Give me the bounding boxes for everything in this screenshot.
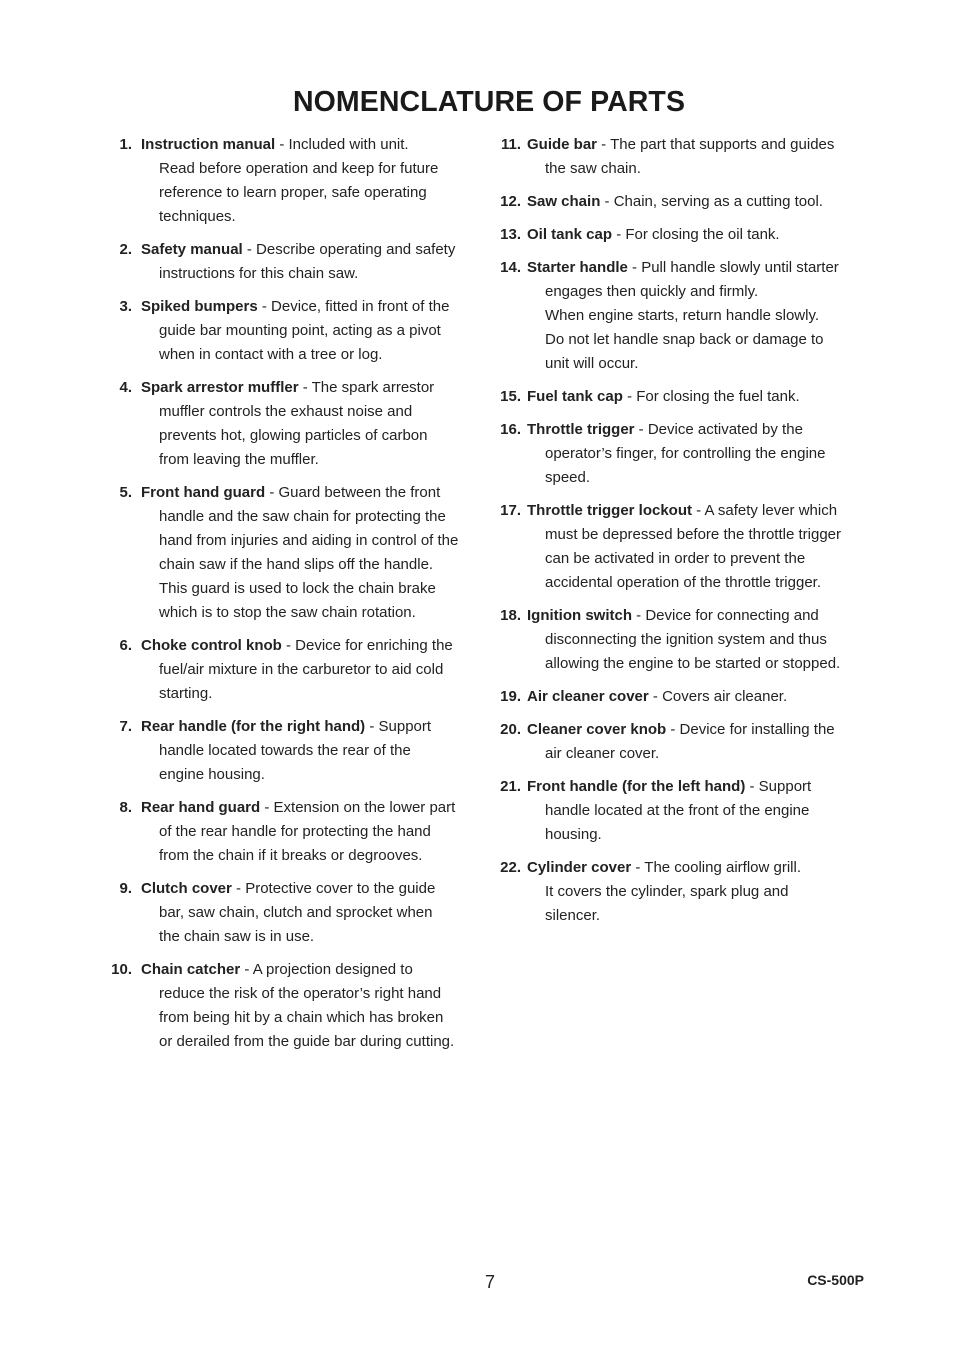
part-definition-start: - Pull handle slowly until starter — [627, 259, 839, 276]
part-definition-line: When engine starts, return handle slowly. — [545, 307, 820, 324]
part-definition-line: from the chain if it breaks or degrooves. — [159, 847, 423, 864]
part-item — [498, 385, 870, 409]
part-definition-line: hand from injuries and aiding in control of the — [159, 532, 459, 549]
part-definition-line: accidental operation of the throttle trigger. — [545, 574, 822, 591]
part-description — [111, 796, 483, 868]
part-definition-start: - Device activated by the — [634, 421, 803, 438]
part-term: Cylinder cover — [527, 859, 632, 876]
part-heading-line — [527, 499, 870, 523]
parts-list-left — [111, 133, 483, 1063]
part-description — [498, 856, 870, 928]
part-description — [498, 256, 870, 376]
part-definition-line: engages then quickly and firmly. — [545, 283, 759, 300]
part-number: 11. — [500, 136, 521, 153]
part-heading-line — [527, 190, 870, 214]
part-heading-line — [141, 958, 483, 982]
part-number: 7. — [119, 718, 132, 735]
part-definition-line: It covers the cylinder, spark plug and — [545, 883, 789, 900]
part-definition-line: housing. — [545, 826, 602, 843]
part-item — [111, 481, 483, 625]
part-heading-line — [527, 256, 870, 280]
part-item — [498, 604, 870, 676]
part-definition-line: instructions for this chain saw. — [159, 265, 359, 282]
part-number: 18. — [500, 607, 521, 624]
part-number: 8. — [119, 799, 132, 816]
part-term: Spark arrestor muffler — [141, 379, 299, 396]
part-definition-line: can be activated in order to prevent the — [545, 550, 806, 567]
part-heading-line — [527, 718, 870, 742]
part-description — [111, 634, 483, 706]
part-term: Throttle trigger — [527, 421, 635, 438]
part-heading-line — [527, 604, 870, 628]
part-heading-line — [527, 856, 870, 880]
part-number: 17. — [500, 502, 521, 519]
part-definition-line: handle located towards the rear of the — [159, 742, 411, 759]
part-term: Cleaner cover knob — [527, 721, 667, 738]
part-heading-line — [527, 775, 870, 799]
part-definition-line: operator’s finger, for controlling the engine — [545, 445, 826, 462]
part-definition-line: bar, saw chain, clutch and sprocket when — [159, 904, 433, 921]
part-heading-line — [141, 238, 483, 262]
part-term: Front handle (for the left hand) — [527, 778, 746, 795]
part-heading-line — [141, 376, 483, 400]
part-definition-line: engine housing. — [159, 766, 265, 783]
part-definition-start: - Included with unit. — [275, 136, 409, 153]
part-description — [111, 715, 483, 787]
part-number: 15. — [500, 388, 521, 405]
part-description — [111, 376, 483, 472]
part-description — [498, 718, 870, 766]
part-description — [498, 190, 870, 214]
part-definition-line: handle located at the front of the engine — [545, 802, 810, 819]
part-definition-line: reduce the risk of the operator’s right hand — [159, 985, 442, 1002]
part-definition-line: fuel/air mixture in the carburetor to aid cold — [159, 661, 444, 678]
part-definition-line: the chain saw is in use. — [159, 928, 315, 945]
part-definition-start: - A safety lever which — [692, 502, 838, 519]
part-definition-start: - Covers air cleaner. — [648, 688, 788, 705]
part-description — [498, 223, 870, 247]
part-definition-start: - Extension on the lower part — [260, 799, 456, 816]
part-definition-line: air cleaner cover. — [545, 745, 660, 762]
part-number: 1. — [119, 136, 132, 153]
part-definition-line: prevents hot, glowing particles of carbon — [159, 427, 428, 444]
part-number: 16. — [500, 421, 521, 438]
part-item — [498, 856, 870, 928]
part-number: 12. — [500, 193, 521, 210]
part-number: 3. — [119, 298, 132, 315]
part-item — [111, 715, 483, 787]
part-number: 20. — [500, 721, 521, 738]
part-term: Oil tank cap — [527, 226, 613, 243]
part-definition-line: from leaving the muffler. — [159, 451, 319, 468]
part-definition-start: - A projection designed to — [240, 961, 413, 978]
part-definition-start: - Support — [745, 778, 812, 795]
page-title: NOMENCLATURE OF PARTS — [292, 86, 686, 118]
part-term: Clutch cover — [141, 880, 232, 897]
part-definition-start: - Guard between the front — [265, 484, 441, 501]
part-heading-line — [527, 133, 870, 157]
part-item — [111, 376, 483, 472]
part-term: Guide bar — [527, 136, 598, 153]
part-definition-line: when in contact with a tree or log. — [159, 346, 383, 363]
part-definition-line: of the rear handle for protecting the hand — [159, 823, 431, 840]
part-heading-line — [141, 133, 483, 157]
part-number: 22. — [500, 859, 521, 876]
part-heading-line — [527, 223, 870, 247]
part-item — [111, 238, 483, 286]
part-definition-start: - Device for installing the — [666, 721, 835, 738]
part-description — [498, 775, 870, 847]
part-definition-start: - The part that supports and guides — [597, 136, 835, 153]
part-term: Safety manual — [141, 241, 243, 258]
part-number: 21. — [500, 778, 521, 795]
part-definition-start: - Describe operating and safety — [242, 241, 456, 258]
part-definition-start: - Protective cover to the guide — [231, 880, 436, 897]
part-description — [111, 133, 483, 229]
part-item — [498, 256, 870, 376]
model-code: CS-500P — [807, 1272, 864, 1288]
part-heading-line — [141, 481, 483, 505]
part-definition-line: from being hit by a chain which has broken — [159, 1009, 444, 1026]
part-definition-line: must be depressed before the throttle trigger — [545, 526, 842, 543]
part-number: 19. — [500, 688, 521, 705]
part-item — [498, 418, 870, 490]
part-definition-start: - For closing the fuel tank. — [622, 388, 800, 405]
part-item — [498, 133, 870, 181]
part-definition-start: - Device for enriching the — [281, 637, 453, 654]
part-number: 14. — [500, 259, 521, 276]
part-description — [111, 238, 483, 286]
part-heading-line — [527, 685, 870, 709]
part-description — [498, 604, 870, 676]
part-definition-line: Do not let handle snap back or damage to — [545, 331, 824, 348]
part-item — [498, 775, 870, 847]
page-number: 7 — [484, 1272, 495, 1292]
part-definition-line: unit will occur. — [545, 355, 639, 372]
part-item — [498, 499, 870, 595]
part-definition-start: - Device, fitted in front of the — [257, 298, 450, 315]
part-term: Air cleaner cover — [527, 688, 649, 705]
part-definition-start: - The spark arrestor — [298, 379, 435, 396]
part-definition-line: handle and the saw chain for protecting the — [159, 508, 446, 525]
part-description — [498, 418, 870, 490]
part-item — [498, 223, 870, 247]
part-description — [111, 481, 483, 625]
part-term: Rear handle (for the right hand) — [141, 718, 366, 735]
part-term: Throttle trigger lockout — [527, 502, 692, 519]
part-definition-line: the saw chain. — [545, 160, 641, 177]
part-definition-start: - Chain, serving as a cutting tool. — [600, 193, 823, 210]
part-number: 4. — [119, 379, 132, 396]
part-term: Instruction manual — [141, 136, 276, 153]
part-definition-start: - For closing the oil tank. — [612, 226, 780, 243]
part-definition-line: muffler controls the exhaust noise and — [159, 403, 413, 420]
part-number: 6. — [119, 637, 132, 654]
part-item — [498, 718, 870, 766]
part-heading-line — [141, 796, 483, 820]
part-term: Spiked bumpers — [141, 298, 258, 315]
part-definition-line: starting. — [159, 685, 213, 702]
part-heading-line — [141, 634, 483, 658]
part-term: Front hand guard — [141, 484, 266, 501]
part-definition-line: reference to learn proper, safe operating — [159, 184, 427, 201]
parts-list-right — [498, 133, 870, 937]
part-heading-line — [141, 877, 483, 901]
part-definition-line: chain saw if the hand slips off the handle. — [159, 556, 434, 573]
part-number: 13. — [500, 226, 521, 243]
part-heading-line — [527, 418, 870, 442]
part-term: Saw chain — [527, 193, 601, 210]
part-definition-line: techniques. — [159, 208, 236, 225]
part-item — [498, 190, 870, 214]
part-definition-start: - Device for connecting and — [632, 607, 819, 624]
part-term: Ignition switch — [527, 607, 632, 624]
part-definition-start: - Support — [365, 718, 432, 735]
part-term: Rear hand guard — [141, 799, 261, 816]
part-definition-line: silencer. — [545, 907, 601, 924]
part-definition-line: Read before operation and keep for future — [159, 160, 439, 177]
part-definition-line: guide bar mounting point, acting as a pivot — [159, 322, 441, 339]
part-definition-line: speed. — [545, 469, 591, 486]
part-description — [498, 385, 870, 409]
part-description — [498, 499, 870, 595]
part-description — [111, 958, 483, 1054]
part-description — [111, 295, 483, 367]
part-heading-line — [141, 715, 483, 739]
part-item — [111, 796, 483, 868]
part-term: Starter handle — [527, 259, 628, 276]
part-definition-line: allowing the engine to be started or stopped. — [545, 655, 841, 672]
part-item — [111, 634, 483, 706]
part-definition-line: or derailed from the guide bar during cutting. — [159, 1033, 455, 1050]
part-heading-line — [141, 295, 483, 319]
part-definition-start: - The cooling airflow grill. — [631, 859, 802, 876]
part-number: 5. — [119, 484, 132, 501]
part-number: 10. — [111, 961, 132, 978]
part-definition-line: disconnecting the ignition system and thus — [545, 631, 827, 648]
part-term: Chain catcher — [141, 961, 241, 978]
part-description — [498, 133, 870, 181]
part-definition-line: This guard is used to lock the chain brake — [159, 580, 436, 597]
part-description — [498, 685, 870, 709]
part-item — [111, 295, 483, 367]
part-number: 2. — [119, 241, 132, 258]
part-description — [111, 877, 483, 949]
part-term: Choke control knob — [141, 637, 282, 654]
part-number: 9. — [119, 880, 132, 897]
part-item — [111, 877, 483, 949]
part-item — [111, 958, 483, 1054]
part-item — [498, 685, 870, 709]
part-heading-line — [527, 385, 870, 409]
part-item — [111, 133, 483, 229]
part-term: Fuel tank cap — [527, 388, 623, 405]
part-definition-line: which is to stop the saw chain rotation. — [159, 604, 416, 621]
